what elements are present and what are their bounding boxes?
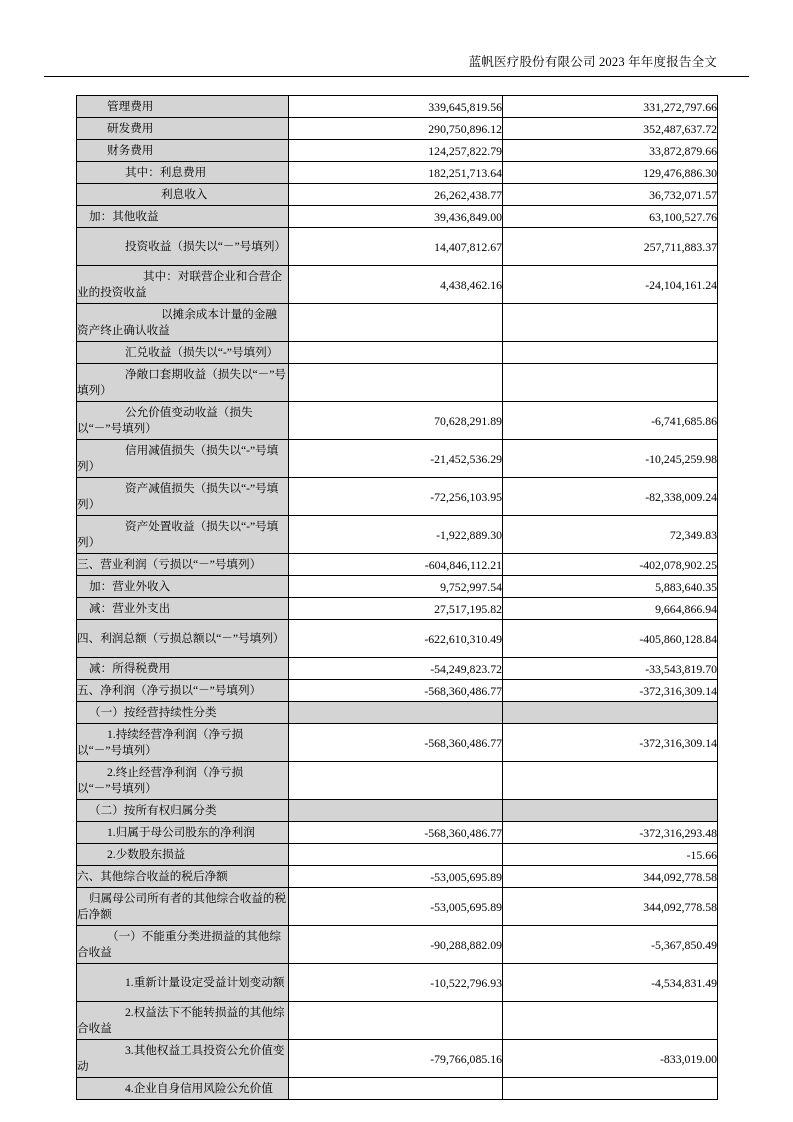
row-label-cell <box>77 964 289 1002</box>
row-label-cell <box>77 304 289 342</box>
row-value-prior-period: 33,872,879.66 <box>503 140 718 162</box>
table-row <box>77 658 718 680</box>
table-row <box>77 576 718 598</box>
table-row <box>77 162 718 184</box>
row-label: 归属母公司所有者的其他综合收益的税后净额 <box>77 891 287 921</box>
table-row <box>77 724 718 762</box>
table-row <box>77 402 718 440</box>
row-label-cell <box>77 1040 289 1078</box>
row-label-cell <box>77 184 289 206</box>
row-value-current-period: -53,005,695.89 <box>289 888 503 926</box>
row-value-prior-period <box>503 342 718 364</box>
row-label-cell <box>77 762 289 800</box>
row-value-prior-period: -33,543,819.70 <box>503 658 718 680</box>
row-value-prior-period: 36,732,071.57 <box>503 184 718 206</box>
row-value-prior-period: 352,487,637.72 <box>503 118 718 140</box>
row-label-cell <box>77 266 289 304</box>
table-row <box>77 680 718 702</box>
table-row <box>77 926 718 964</box>
row-value-current-period: -568,360,486.77 <box>289 680 503 702</box>
row-label-cell <box>77 206 289 228</box>
row-label-cell <box>77 364 289 402</box>
row-label: 财务费用 <box>107 143 154 157</box>
row-value-prior-period: -372,316,309.14 <box>503 724 718 762</box>
row-value-prior-period: -4,534,831.49 <box>503 964 718 1002</box>
row-value-prior-period: -15.66 <box>503 844 718 866</box>
row-label: 加：营业外收入 <box>89 579 171 593</box>
row-label: （二）按所有权归属分类 <box>89 803 217 817</box>
row-value-current-period: -1,922,889.30 <box>289 516 503 554</box>
table-row <box>77 762 718 800</box>
table-row <box>77 228 718 266</box>
row-value-prior-period: -10,245,259.98 <box>503 440 718 478</box>
income-statement-table-container <box>76 95 717 1100</box>
row-value-prior-period: 331,272,797.66 <box>503 96 718 118</box>
row-value-prior-period: -833,019.00 <box>503 1040 718 1078</box>
row-label-cell <box>77 96 289 118</box>
row-label-cell <box>77 1002 289 1040</box>
row-label: 研发费用 <box>107 121 154 135</box>
row-label: 1.持续经营净利润（净亏损以“－”号填列） <box>77 727 244 757</box>
row-label-cell <box>77 162 289 184</box>
row-label: 1.重新计量设定受益计划变动额 <box>125 975 285 989</box>
row-value-current-period <box>289 364 503 402</box>
row-label: 管理费用 <box>107 99 154 113</box>
table-row <box>77 342 718 364</box>
row-label-cell <box>77 822 289 844</box>
row-value-current-period <box>289 304 503 342</box>
row-label: 五、净利润（净亏损以“－”号填列） <box>77 683 262 697</box>
row-value-prior-period <box>503 1078 718 1100</box>
page-header <box>0 0 793 78</box>
table-row <box>77 964 718 1002</box>
row-label: 投资收益（损失以“－”号填列） <box>125 239 287 253</box>
row-value-current-period <box>289 800 503 822</box>
row-value-current-period: -21,452,536.29 <box>289 440 503 478</box>
row-label: 资产处置收益（损失以“-”号填列） <box>77 519 279 549</box>
row-value-current-period: 9,752,997.54 <box>289 576 503 598</box>
table-row <box>77 866 718 888</box>
row-value-current-period: 70,628,291.89 <box>289 402 503 440</box>
table-row <box>77 620 718 658</box>
row-label: 资产减值损失（损失以“-”号填列） <box>77 481 279 511</box>
row-label: 六、其他综合收益的税后净额 <box>77 869 228 883</box>
row-value-current-period: -10,522,796.93 <box>289 964 503 1002</box>
row-value-prior-period: -5,367,850.49 <box>503 926 718 964</box>
row-value-current-period: 27,517,195.82 <box>289 598 503 620</box>
table-row <box>77 266 718 304</box>
table-row <box>77 96 718 118</box>
table-row <box>77 1040 718 1078</box>
row-label-cell <box>77 516 289 554</box>
row-value-prior-period: 129,476,886.30 <box>503 162 718 184</box>
row-value-prior-period <box>503 304 718 342</box>
row-label-cell <box>77 598 289 620</box>
row-label-cell <box>77 440 289 478</box>
row-value-current-period: 182,251,713.64 <box>289 162 503 184</box>
page-header-title: 蓝帆医疗股份有限公司 2023 年年度报告全文 <box>468 55 717 69</box>
row-value-prior-period: 344,092,778.58 <box>503 866 718 888</box>
row-value-current-period <box>289 702 503 724</box>
row-label: 4.企业自身信用风险公允价值 <box>125 1081 273 1095</box>
row-value-current-period: -72,256,103.95 <box>289 478 503 516</box>
row-label-cell <box>77 620 289 658</box>
row-value-current-period: -568,360,486.77 <box>289 724 503 762</box>
row-value-prior-period: 257,711,883.37 <box>503 228 718 266</box>
row-label: 1.归属于母公司股东的净利润 <box>107 825 255 839</box>
row-value-current-period: 14,407,812.67 <box>289 228 503 266</box>
row-label: 汇兑收益（损失以“-”号填列） <box>125 345 279 359</box>
row-label: 2.终止经营净利润（净亏损以“－”号填列） <box>77 765 244 795</box>
table-row <box>77 598 718 620</box>
row-label-cell <box>77 118 289 140</box>
income-statement-body <box>77 96 718 1100</box>
table-row <box>77 1078 718 1100</box>
row-value-prior-period: -402,078,902.25 <box>503 554 718 576</box>
row-label: 2.少数股东损益 <box>107 847 186 861</box>
table-row <box>77 184 718 206</box>
row-label: 信用减值损失（损失以“-”号填列） <box>77 443 279 473</box>
row-label: 三、营业利润（亏损以“－”号填列） <box>77 557 262 571</box>
table-row <box>77 364 718 402</box>
row-label-cell <box>77 1078 289 1100</box>
row-value-prior-period: 5,883,640.35 <box>503 576 718 598</box>
row-label: 利息收入 <box>161 187 208 201</box>
row-value-current-period: 124,257,822.79 <box>289 140 503 162</box>
table-row <box>77 822 718 844</box>
row-value-current-period: -604,846,112.21 <box>289 554 503 576</box>
row-value-prior-period: 63,100,527.76 <box>503 206 718 228</box>
table-row <box>77 702 718 724</box>
row-value-current-period: -90,288,882.09 <box>289 926 503 964</box>
row-label-cell <box>77 342 289 364</box>
row-value-prior-period <box>503 800 718 822</box>
row-value-prior-period: -6,741,685.86 <box>503 402 718 440</box>
row-value-prior-period: -82,338,009.24 <box>503 478 718 516</box>
row-value-current-period: 339,645,819.56 <box>289 96 503 118</box>
row-label: 2.权益法下不能转损益的其他综合收益 <box>77 1005 285 1035</box>
row-value-current-period: -622,610,310.49 <box>289 620 503 658</box>
row-value-current-period: 39,436,849.00 <box>289 206 503 228</box>
table-row <box>77 1002 718 1040</box>
row-label: 3.其他权益工具投资公允价值变动 <box>77 1043 285 1073</box>
table-row <box>77 206 718 228</box>
row-label-cell <box>77 926 289 964</box>
income-statement-table <box>76 95 718 1100</box>
row-value-current-period <box>289 1078 503 1100</box>
row-label: 其中：利息费用 <box>125 165 207 179</box>
row-value-current-period: 290,750,896.12 <box>289 118 503 140</box>
row-label-cell <box>77 228 289 266</box>
row-value-prior-period: -372,316,309.14 <box>503 680 718 702</box>
row-label: 以摊余成本计量的金融资产终止确认收益 <box>77 307 277 337</box>
row-value-prior-period: 72,349.83 <box>503 516 718 554</box>
row-value-prior-period: -372,316,293.48 <box>503 822 718 844</box>
table-row <box>77 440 718 478</box>
row-value-current-period: -79,766,085.16 <box>289 1040 503 1078</box>
row-value-current-period <box>289 342 503 364</box>
table-row <box>77 140 718 162</box>
row-label-cell <box>77 658 289 680</box>
row-label-cell <box>77 888 289 926</box>
row-value-current-period: 26,262,438.77 <box>289 184 503 206</box>
row-label-cell <box>77 800 289 822</box>
row-value-current-period <box>289 1002 503 1040</box>
row-value-current-period <box>289 844 503 866</box>
row-value-current-period: 4,438,462.16 <box>289 266 503 304</box>
row-label-cell <box>77 402 289 440</box>
row-value-prior-period <box>503 762 718 800</box>
row-value-current-period <box>289 762 503 800</box>
row-label: 减：营业外支出 <box>89 601 171 615</box>
row-label: 公允价值变动收益（损失以“－”号填列） <box>77 405 253 435</box>
table-row <box>77 888 718 926</box>
row-label: （一）按经营持续性分类 <box>89 705 217 719</box>
row-value-current-period: -568,360,486.77 <box>289 822 503 844</box>
row-label-cell <box>77 140 289 162</box>
row-label-cell <box>77 680 289 702</box>
row-value-prior-period: -405,860,128.84 <box>503 620 718 658</box>
row-label: 净敞口套期收益（损失以“－”号填列） <box>77 367 287 397</box>
row-value-prior-period <box>503 364 718 402</box>
row-label: 加：其他收益 <box>89 209 159 223</box>
row-value-current-period: -53,005,695.89 <box>289 866 503 888</box>
row-label: 减：所得税费用 <box>89 661 171 675</box>
row-value-prior-period <box>503 702 718 724</box>
table-row <box>77 554 718 576</box>
row-value-prior-period: -24,104,161.24 <box>503 266 718 304</box>
row-label-cell <box>77 702 289 724</box>
row-label-cell <box>77 478 289 516</box>
header-divider <box>44 76 749 77</box>
table-row <box>77 516 718 554</box>
table-row <box>77 478 718 516</box>
row-value-prior-period: 344,092,778.58 <box>503 888 718 926</box>
row-label-cell <box>77 576 289 598</box>
row-label-cell <box>77 866 289 888</box>
row-label-cell <box>77 554 289 576</box>
row-value-prior-period <box>503 1002 718 1040</box>
row-value-prior-period: 9,664,866.94 <box>503 598 718 620</box>
table-row <box>77 844 718 866</box>
table-row <box>77 118 718 140</box>
row-label-cell <box>77 844 289 866</box>
table-row <box>77 800 718 822</box>
row-label: （一）不能重分类进损益的其他综合收益 <box>77 929 281 959</box>
row-label: 其中：对联营企业和合营企业的投资收益 <box>77 269 283 299</box>
table-row <box>77 304 718 342</box>
row-label-cell <box>77 724 289 762</box>
row-label: 四、利润总额（亏损总额以“－”号填列） <box>77 631 285 645</box>
row-value-current-period: -54,249,823.72 <box>289 658 503 680</box>
